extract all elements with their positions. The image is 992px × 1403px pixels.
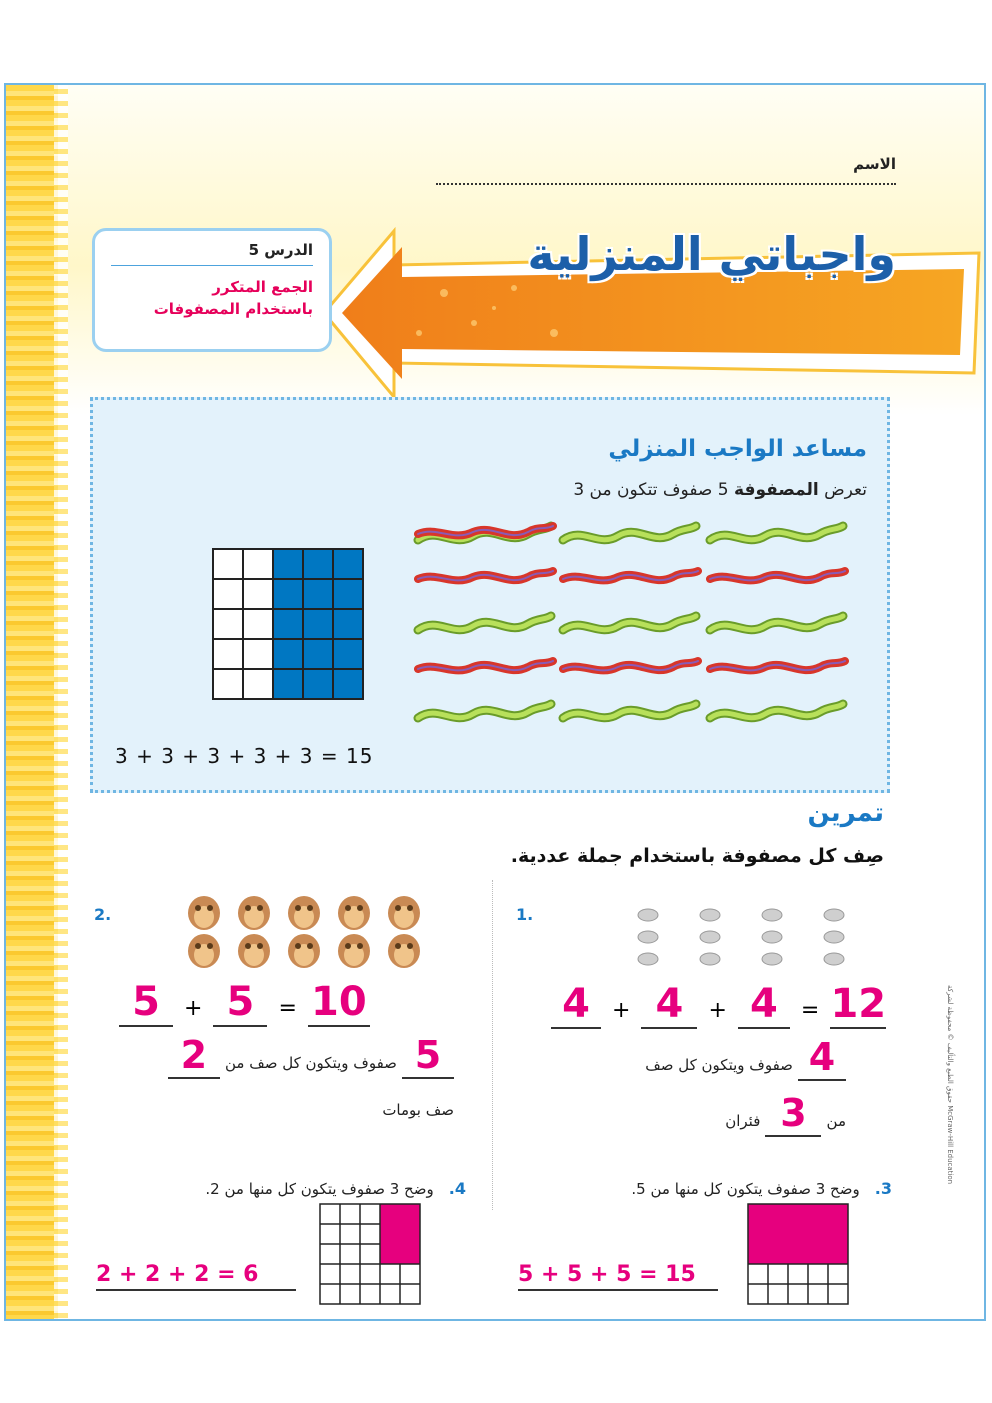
worksheet-page bbox=[4, 83, 986, 1321]
worm-array-icon bbox=[413, 518, 863, 738]
practice-instruction: صِف كل مصفوفة باستخدام جملة عددية. bbox=[510, 845, 884, 867]
p1-blank-1[interactable]: 4 bbox=[551, 981, 601, 1029]
problem-2-owls-label: صف بومات bbox=[382, 1101, 454, 1119]
p1-blank-3[interactable]: 4 bbox=[738, 981, 790, 1029]
p1-blank-2[interactable]: 4 bbox=[641, 981, 697, 1029]
problem-3-header: 3. وضح 3 صفوف يتكون كل منها من 5. bbox=[631, 1179, 892, 1198]
p2-per-row-blank[interactable]: 2 bbox=[168, 1033, 220, 1079]
problem-2-equation: 5 + 5 = 10 bbox=[119, 979, 370, 1027]
name-field[interactable] bbox=[436, 155, 896, 185]
owls-array-icon bbox=[184, 895, 434, 971]
lesson-number: الدرس 5 bbox=[111, 241, 313, 266]
problem-2-rows-line: 5 صفوف ويتكون كل صف من 2 bbox=[168, 1033, 454, 1079]
problem-3-answer-line[interactable]: 5 + 5 + 5 = 15 bbox=[518, 1262, 718, 1291]
lesson-topic: الجمع المتكرر باستخدام المصفوفات bbox=[153, 278, 313, 318]
p1-per-row-blank[interactable]: 3 bbox=[765, 1091, 821, 1137]
problem-1-equation: 4 + 4 + 4 = 12 bbox=[551, 981, 886, 1029]
p2-rows-blank[interactable]: 5 bbox=[402, 1033, 454, 1079]
mice-array-icon bbox=[634, 907, 854, 971]
page-title: واجباتي المنزلية bbox=[527, 227, 896, 281]
decorative-border bbox=[6, 85, 58, 1319]
helper-equation: 3 + 3 + 3 + 3 + 3 = 15 bbox=[115, 744, 374, 768]
lesson-card bbox=[92, 228, 332, 352]
problem-1-number: 1. bbox=[516, 905, 534, 924]
problem-4-grid-icon[interactable] bbox=[318, 1202, 422, 1308]
name-label: الاسم bbox=[853, 155, 896, 173]
problem-4-header: 4. وضح 3 صفوف يتكون كل منها من 2. bbox=[205, 1179, 466, 1198]
problem-3-grid-icon[interactable] bbox=[746, 1202, 850, 1308]
p1-blank-result[interactable]: 12 bbox=[830, 981, 887, 1027]
practice-title: تمرين bbox=[807, 798, 884, 828]
helper-title: مساعد الواجب المنزلي bbox=[608, 436, 867, 462]
p2-blank-1[interactable]: 5 bbox=[119, 979, 173, 1027]
p2-blank-2[interactable]: 5 bbox=[213, 979, 267, 1027]
copyright-text: حقوق الطبع والتأليف © محفوظة لشركة McGraw-Hill Education bbox=[946, 985, 954, 1185]
homework-helper-box bbox=[90, 397, 890, 793]
problem-1-rows-line: 4 صفوف ويتكون كل صف bbox=[645, 1035, 846, 1081]
p2-blank-result[interactable]: 10 bbox=[308, 979, 370, 1027]
helper-description: تعرض المصفوفة 5 صفوف تتكون من 3 bbox=[573, 480, 867, 500]
problem-2-number: 2. bbox=[94, 905, 112, 924]
problem-1-per-row-line: من 3 فئران bbox=[725, 1091, 846, 1135]
problem-4-answer-line[interactable]: 2 + 2 + 2 = 6 bbox=[96, 1262, 296, 1291]
array-grid-icon bbox=[211, 547, 365, 701]
p1-rows-blank[interactable]: 4 bbox=[798, 1035, 846, 1081]
